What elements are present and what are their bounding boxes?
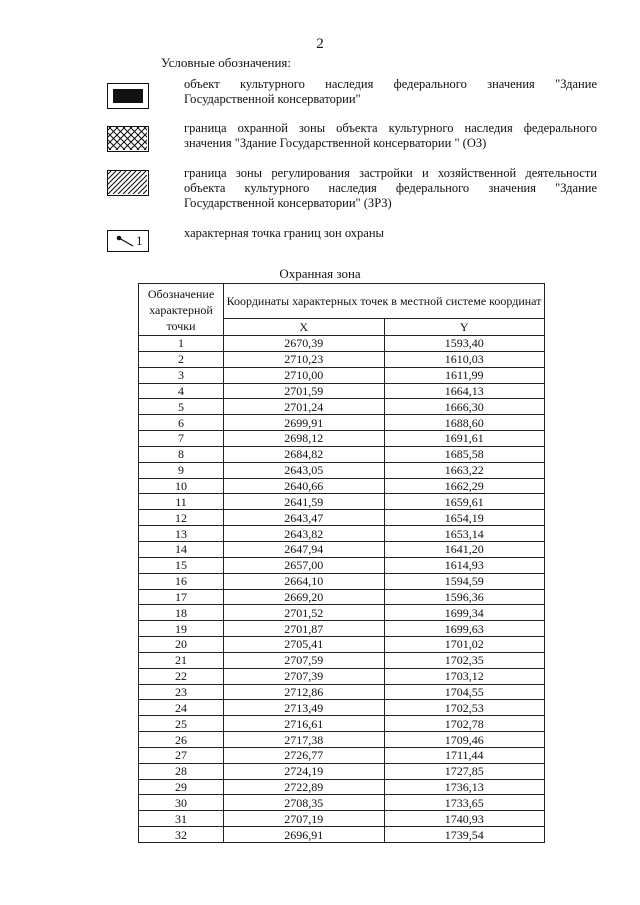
table-row — [139, 700, 545, 716]
table-row — [139, 811, 545, 827]
crosshatch-box-icon — [107, 126, 149, 152]
cell-y: 1739,54 — [384, 827, 545, 843]
cell-y: 1654,19 — [384, 510, 545, 526]
cell-y: 1596,36 — [384, 589, 545, 605]
cell-x: 2717,38 — [224, 732, 385, 748]
legend-text-object: объект культурного наследия федерального значения "Здание Государственной консерватории" — [184, 77, 597, 106]
header-point: Обозначение характерной точки — [139, 284, 224, 336]
table-row — [139, 399, 545, 415]
cell-point: 16 — [139, 573, 224, 589]
cell-point: 21 — [139, 652, 224, 668]
cell-x: 2710,00 — [224, 367, 385, 383]
cell-y: 1733,65 — [384, 795, 545, 811]
cell-point: 17 — [139, 589, 224, 605]
cell-x: 2701,52 — [224, 605, 385, 621]
table-row — [139, 589, 545, 605]
header-coords: Координаты характерных точек в местной системе координат — [224, 284, 545, 319]
cell-x: 2701,24 — [224, 399, 385, 415]
cell-x: 2701,59 — [224, 383, 385, 399]
legend-text-oz: граница охранной зоны объекта культурного наследия федерального значения "Здание Государственной консерватории " (ОЗ) — [184, 121, 597, 150]
cell-point: 7 — [139, 431, 224, 447]
table-row — [139, 763, 545, 779]
cell-y: 1691,61 — [384, 431, 545, 447]
cell-point: 27 — [139, 747, 224, 763]
table-row — [139, 684, 545, 700]
table-row — [139, 510, 545, 526]
point-marker-number: 1 — [136, 233, 143, 248]
cell-x: 2684,82 — [224, 446, 385, 462]
cell-x: 2698,12 — [224, 431, 385, 447]
table-row — [139, 462, 545, 478]
cell-x: 2643,47 — [224, 510, 385, 526]
cell-y: 1594,59 — [384, 573, 545, 589]
cell-x: 2670,39 — [224, 336, 385, 352]
point-marker-icon — [107, 230, 149, 252]
table-row — [139, 541, 545, 557]
cell-y: 1702,78 — [384, 716, 545, 732]
cell-point: 23 — [139, 684, 224, 700]
cell-x: 2707,39 — [224, 668, 385, 684]
cell-y: 1614,93 — [384, 557, 545, 573]
table-row — [139, 415, 545, 431]
cell-y: 1740,93 — [384, 811, 545, 827]
cell-y: 1736,13 — [384, 779, 545, 795]
table-row — [139, 367, 545, 383]
cell-x: 2712,86 — [224, 684, 385, 700]
cell-y: 1662,29 — [384, 478, 545, 494]
table-row — [139, 478, 545, 494]
cell-x: 2707,19 — [224, 811, 385, 827]
legend-text-zrz: граница зоны регулирования застройки и хозяйственной деятельности объекта культурного наследия федерального значения "Здание Государственной консерватории" (ЗРЗ) — [184, 166, 597, 210]
cell-point: 29 — [139, 779, 224, 795]
cell-x: 2696,91 — [224, 827, 385, 843]
cell-y: 1641,20 — [384, 541, 545, 557]
cell-point: 6 — [139, 415, 224, 431]
cell-point: 26 — [139, 732, 224, 748]
table-row — [139, 446, 545, 462]
table-row — [139, 827, 545, 843]
cell-x: 2647,94 — [224, 541, 385, 557]
cell-y: 1659,61 — [384, 494, 545, 510]
cell-y: 1727,85 — [384, 763, 545, 779]
cell-point: 32 — [139, 827, 224, 843]
cell-point: 18 — [139, 605, 224, 621]
table-row — [139, 383, 545, 399]
cell-y: 1702,35 — [384, 652, 545, 668]
cell-y: 1666,30 — [384, 399, 545, 415]
cell-x: 2726,77 — [224, 747, 385, 763]
table-row — [139, 431, 545, 447]
coordinates-table — [138, 283, 545, 843]
cell-y: 1688,60 — [384, 415, 545, 431]
table-row — [139, 716, 545, 732]
cell-x: 2640,66 — [224, 478, 385, 494]
table-caption: Охранная зона — [279, 266, 361, 281]
cell-y: 1610,03 — [384, 351, 545, 367]
legend-title: Условные обозначения: — [161, 55, 292, 70]
cell-point: 30 — [139, 795, 224, 811]
cell-point: 14 — [139, 541, 224, 557]
table-row — [139, 494, 545, 510]
cell-point: 5 — [139, 399, 224, 415]
cell-y: 1663,22 — [384, 462, 545, 478]
cell-x: 2701,87 — [224, 621, 385, 637]
cell-y: 1701,02 — [384, 637, 545, 653]
cell-y: 1699,34 — [384, 605, 545, 621]
cell-x: 2669,20 — [224, 589, 385, 605]
cell-y: 1685,58 — [384, 446, 545, 462]
cell-x: 2722,89 — [224, 779, 385, 795]
cell-x: 2664,10 — [224, 573, 385, 589]
cell-point: 19 — [139, 621, 224, 637]
cell-point: 20 — [139, 637, 224, 653]
cell-x: 2657,00 — [224, 557, 385, 573]
table-row — [139, 526, 545, 542]
cell-point: 24 — [139, 700, 224, 716]
cell-point: 8 — [139, 446, 224, 462]
cell-x: 2713,49 — [224, 700, 385, 716]
cell-point: 31 — [139, 811, 224, 827]
table-row — [139, 637, 545, 653]
cell-point: 22 — [139, 668, 224, 684]
cell-y: 1611,99 — [384, 367, 545, 383]
table-row — [139, 557, 545, 573]
diagonal-hatch-box-icon — [107, 170, 149, 196]
table-row — [139, 652, 545, 668]
cell-x: 2724,19 — [224, 763, 385, 779]
cell-y: 1653,14 — [384, 526, 545, 542]
cell-point: 10 — [139, 478, 224, 494]
cell-y: 1593,40 — [384, 336, 545, 352]
cell-x: 2699,91 — [224, 415, 385, 431]
cell-point: 4 — [139, 383, 224, 399]
table-row — [139, 668, 545, 684]
table-row — [139, 573, 545, 589]
table-row — [139, 747, 545, 763]
cell-point: 13 — [139, 526, 224, 542]
table-row — [139, 732, 545, 748]
cell-point: 15 — [139, 557, 224, 573]
legend-text-point: характерная точка границ зон охраны — [184, 226, 384, 240]
cell-point: 25 — [139, 716, 224, 732]
header-x: X — [224, 319, 385, 336]
cell-x: 2641,59 — [224, 494, 385, 510]
cell-y: 1704,55 — [384, 684, 545, 700]
table-row — [139, 605, 545, 621]
table-row — [139, 795, 545, 811]
cell-x: 2710,23 — [224, 351, 385, 367]
cell-x: 2705,41 — [224, 637, 385, 653]
cell-y: 1702,53 — [384, 700, 545, 716]
coordinates-table-body — [139, 336, 545, 843]
cell-point: 1 — [139, 336, 224, 352]
table-row — [139, 779, 545, 795]
cell-point: 3 — [139, 367, 224, 383]
table-row — [139, 621, 545, 637]
cell-x: 2707,59 — [224, 652, 385, 668]
cell-point: 28 — [139, 763, 224, 779]
cell-x: 2643,82 — [224, 526, 385, 542]
page-number: 2 — [316, 36, 324, 52]
solid-box-icon — [107, 83, 149, 109]
cell-point: 9 — [139, 462, 224, 478]
cell-y: 1664,13 — [384, 383, 545, 399]
table-row — [139, 351, 545, 367]
cell-point: 2 — [139, 351, 224, 367]
cell-y: 1711,44 — [384, 747, 545, 763]
cell-y: 1699,63 — [384, 621, 545, 637]
table-row — [139, 336, 545, 352]
cell-x: 2716,61 — [224, 716, 385, 732]
cell-point: 11 — [139, 494, 224, 510]
header-y: Y — [384, 319, 545, 336]
cell-point: 12 — [139, 510, 224, 526]
cell-x: 2708,35 — [224, 795, 385, 811]
cell-y: 1709,46 — [384, 732, 545, 748]
cell-y: 1703,12 — [384, 668, 545, 684]
cell-x: 2643,05 — [224, 462, 385, 478]
